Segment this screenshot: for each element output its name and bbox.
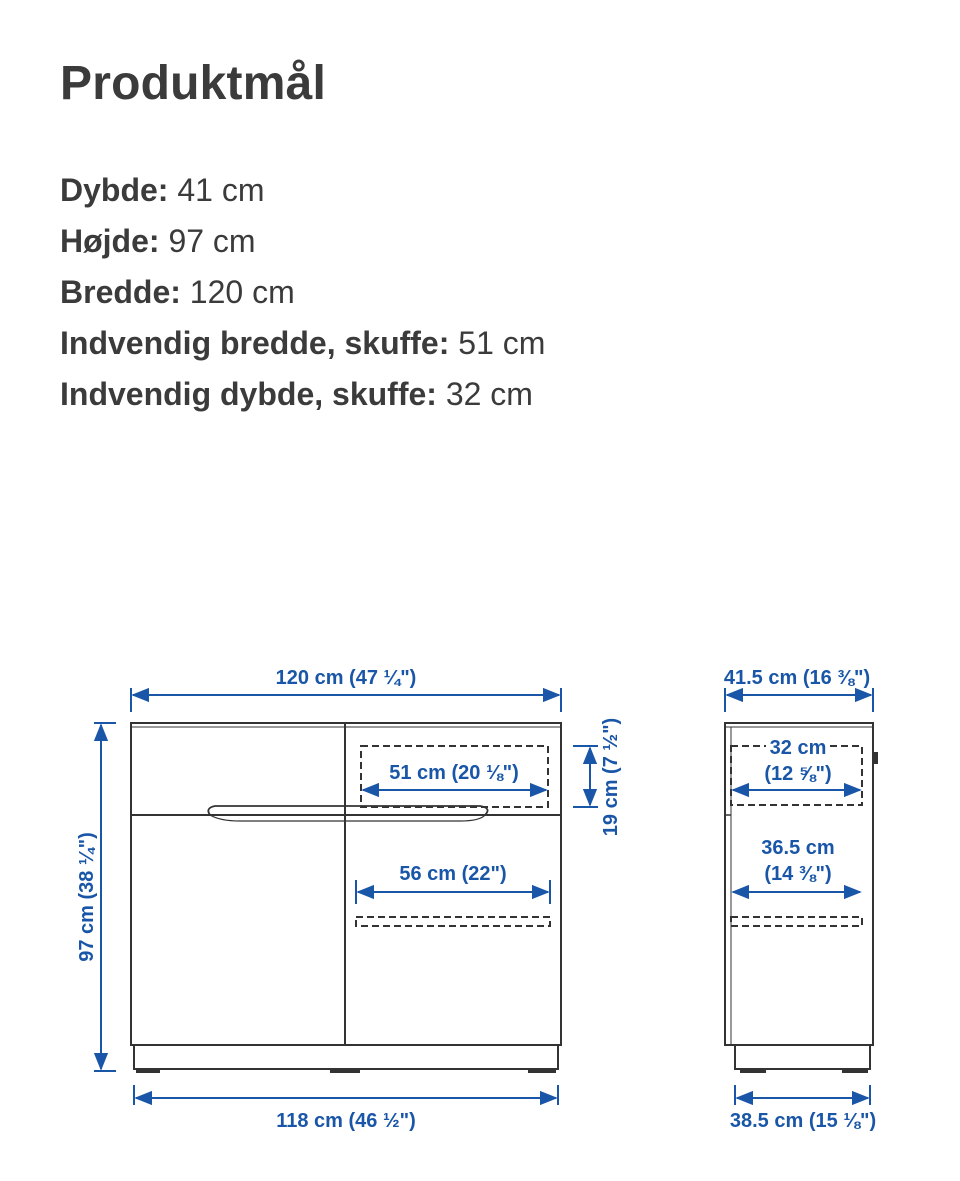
spec-label: Bredde: xyxy=(60,274,181,310)
drawer-width-label: 51 cm (20 ⅛") xyxy=(389,762,519,784)
height-label: 97 cm (38 ¼") xyxy=(76,832,98,962)
drawer-depth-in-label: (12 ⅝") xyxy=(764,763,832,785)
spec-width xyxy=(60,267,545,318)
side-foot-right xyxy=(842,1069,868,1073)
spec-label: Højde: xyxy=(60,223,160,259)
spec-drawer-inner-depth xyxy=(60,369,545,420)
spec-label: Dybde: xyxy=(60,172,169,208)
spec-value: 120 cm xyxy=(189,274,295,310)
spec-height xyxy=(60,216,545,267)
dimension-diagram xyxy=(0,640,960,1181)
plinth xyxy=(134,1045,558,1069)
drawer-height-label: 19 cm (7 ½") xyxy=(600,717,622,837)
foot-right xyxy=(528,1069,556,1073)
spec-depth xyxy=(60,165,545,216)
top-width-label: 120 cm (47 ¼") xyxy=(275,667,417,689)
side-depth-label: 41.5 cm (16 ⅜") xyxy=(723,667,871,689)
drawer-depth-cm-label: 32 cm xyxy=(769,737,827,759)
shelf-depth-cm-label: 36.5 cm xyxy=(761,837,835,859)
spec-value: 41 cm xyxy=(177,172,265,208)
spec-value: 32 cm xyxy=(445,376,533,412)
foot-mid xyxy=(330,1069,360,1073)
shelf-depth-in-label: (14 ⅜") xyxy=(764,863,832,885)
spec-value: 51 cm xyxy=(458,325,546,361)
shelf-width-label: 56 cm (22") xyxy=(399,863,507,885)
spec-value: 97 cm xyxy=(168,223,256,259)
bottom-width-label: 118 cm (46 ½") xyxy=(276,1110,416,1132)
side-foot xyxy=(740,1069,766,1073)
spec-list xyxy=(60,165,545,420)
spec-label: Indvendig bredde, skuffe: xyxy=(60,325,450,361)
side-plinth xyxy=(735,1045,870,1069)
base-depth-label: 38.5 cm (15 ⅛") xyxy=(729,1110,877,1132)
spec-drawer-inner-width xyxy=(60,318,545,369)
spec-label: Indvendig dybde, skuffe: xyxy=(60,376,437,412)
side-handle xyxy=(873,752,878,764)
page-title: Produktmål xyxy=(60,57,327,110)
foot-left xyxy=(136,1069,160,1073)
